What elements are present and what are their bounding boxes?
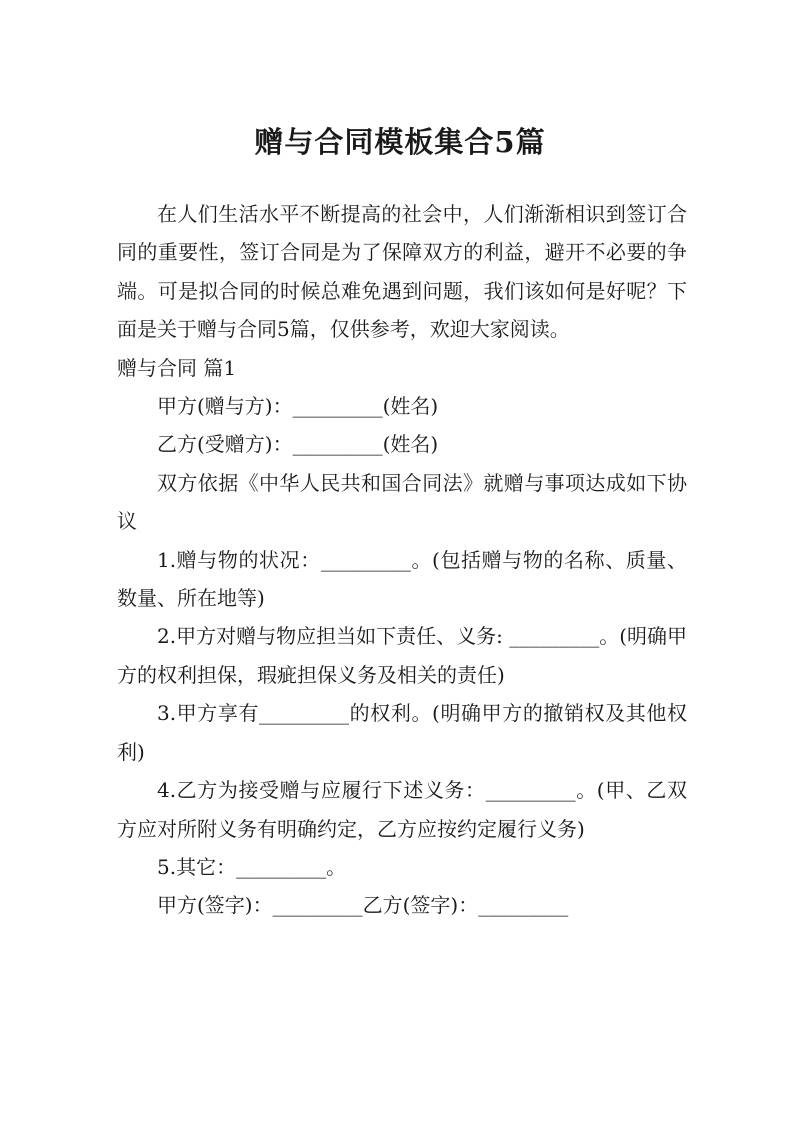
- intro-paragraph: 在人们生活水平不断提高的社会中，人们渐渐相识到签订合同的重要性，签订合同是为了保障双方的利益，避开不必要的争端。可是拟合同的时候总难免遇到问题，我们该如何是好呢？下面是关于赠与合同5篇，仅供参考，欢迎大家阅读。: [117, 202, 687, 342]
- clause-2: 2.甲方对赠与物应担当如下责任、义务: _________。(明确甲方的权利担保，瑕疵担保义务及相关的责任): [117, 624, 687, 687]
- document-body: [117, 195, 687, 925]
- clause-1: 1.赠与物的状况：_________。(包括赠与物的名称、质量、数量、所在地等): [117, 547, 687, 611]
- signature-line: 甲方(签字)：_________乙方(签字)：_________: [157, 893, 569, 918]
- agreement-basis: 双方依据《中华人民共和国合同法》就赠与事项达成如下协议: [117, 470, 687, 534]
- party-b-line: 乙方(受赠方)：_________(姓名): [157, 432, 439, 457]
- section-heading: 赠与合同 篇1: [117, 355, 237, 380]
- clause-4: 4.乙方为接受赠与应履行下述义务：_________。(甲、乙双方应对所附义务有明确约定，乙方应按约定履行义务): [117, 778, 687, 841]
- party-a-line: 甲方(赠与方)：_________(姓名): [157, 394, 439, 419]
- clause-5: 5.其它：_________。: [157, 854, 347, 879]
- document-title: 赠与合同模板集合5篇: [254, 125, 546, 159]
- clause-3: 3.甲方享有_________的权利。(明确甲方的撤销权及其他权利): [117, 701, 687, 764]
